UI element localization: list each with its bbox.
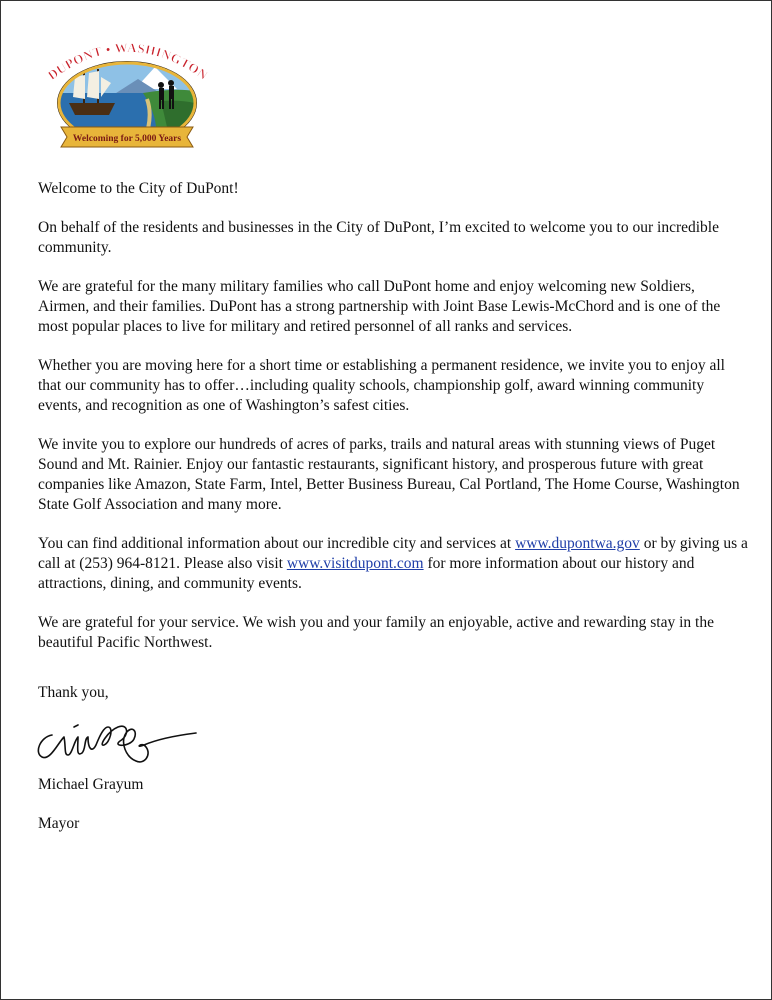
- paragraph-military: We are grateful for the many military families who call DuPont home and enjoy welcoming new Soldiers, Airmen, and their families. DuPont has a strong partnership with Joint Base Lewis-McChord and is one of the most popular places to live for military and retired personnel of all ranks and services.: [38, 278, 721, 335]
- paragraph-contact: [38, 534, 748, 594]
- dupontwa-link[interactable]: www.dupontwa.gov: [515, 535, 640, 552]
- visitdupont-link[interactable]: www.visitdupont.com: [286, 555, 424, 572]
- closing: Thank you,: [38, 684, 109, 701]
- contact-text-2: or by giving us a call at (253) 964-8121. Please also visit: [38, 535, 748, 572]
- paragraph-welcome: On behalf of the residents and businesses in the City of DuPont, I’m excited to welcome you to our incredible community.: [38, 219, 719, 256]
- signer-name: Michael Grayum: [38, 776, 144, 793]
- signer-title: Mayor: [38, 815, 80, 832]
- letter-body: [38, 179, 748, 853]
- paragraph-explore: We invite you to explore our hundreds of acres of parks, trails and natural areas with stunning views of Puget Sound and Mt. Rainier. Enjoy our fantastic restaurants, significant history, and prosperous future with great companies like Amazon, State Farm, Intel, Better Business Bureau, Cal Portland, The Home Course, Washington State Golf Association and many more.: [38, 436, 740, 513]
- contact-text-1: You can find additional information about our incredible city and services at: [38, 535, 516, 552]
- logo-banner-text: Welcoming for 5,000 Years: [72, 134, 182, 144]
- paragraph-residence: Whether you are moving here for a short time or establishing a permanent residence, we invite you to enjoy all that our community has to offer…including quality schools, championship golf, award winning community events, and recognition as one of Washington’s safest cities.: [38, 357, 725, 414]
- salutation: Welcome to the City of DuPont!: [38, 180, 239, 197]
- paragraph-gratitude: We are grateful for your service. We wish you and your family an enjoyable, active and rewarding stay in the beautiful Pacific Northwest.: [38, 614, 714, 651]
- contact-text-3: for more information about our history and attractions, dining, and community events.: [38, 555, 695, 592]
- logo-arc-text: DUPONT • WASHINGTON: [44, 39, 211, 83]
- dupont-washington-logo: [43, 37, 211, 153]
- signature-image: [34, 713, 199, 771]
